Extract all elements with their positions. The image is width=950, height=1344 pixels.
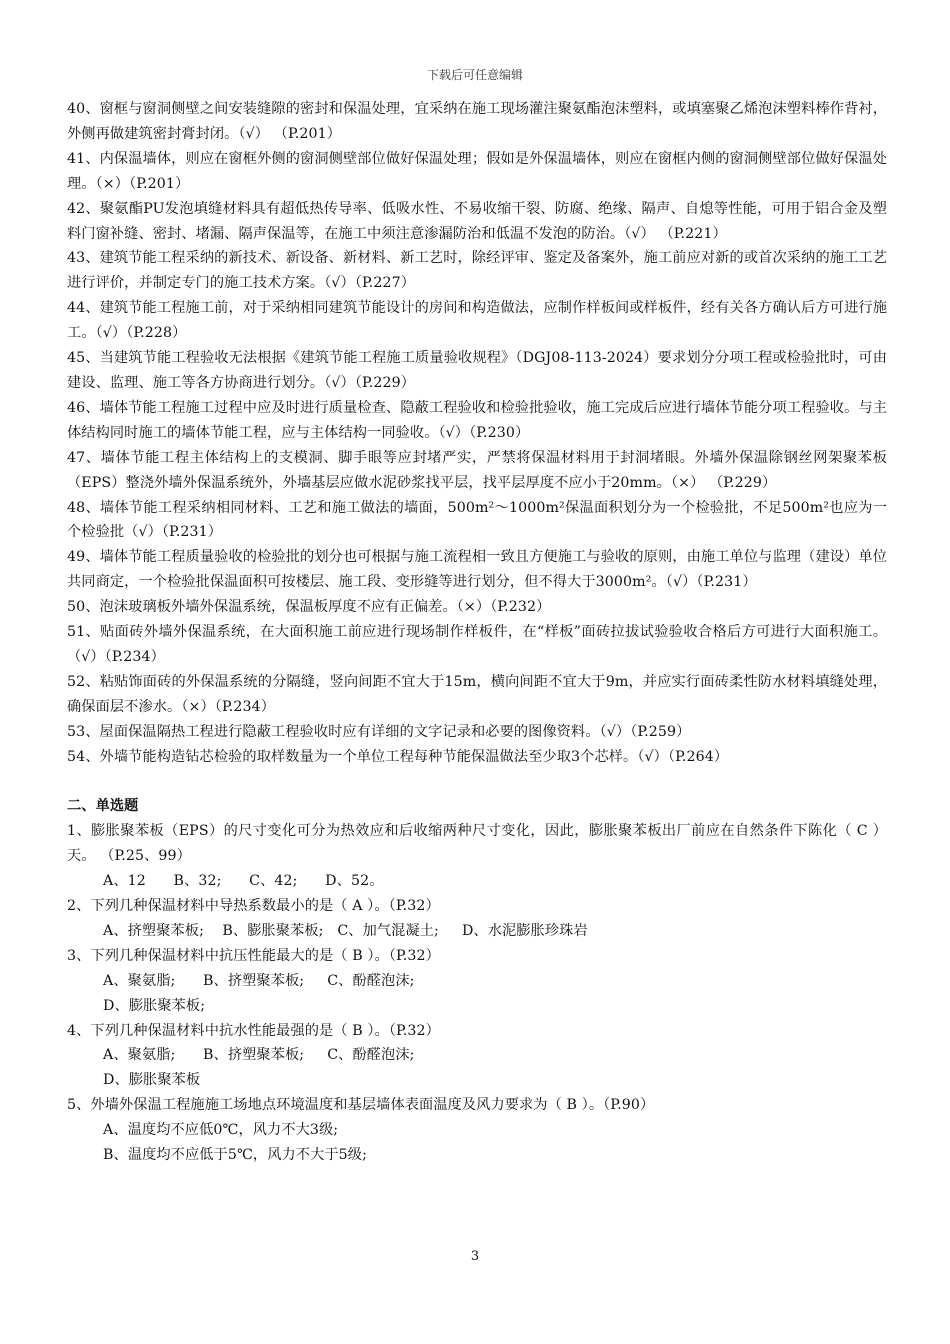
document-body — [67, 97, 887, 1168]
judgment-item: 40、窗框与窗洞侧壁之间安装缝隙的密封和保温处理，宜采纳在施工现场灌注聚氨酯泡沫塑料，或填塞聚乙烯泡沫塑料棒作背衬，外侧再做建筑密封膏封闭。（√） （P.201） — [67, 101, 887, 142]
question-item — [67, 944, 887, 1019]
judgment-item: 46、墙体节能工程施工过程中应及时进行质量检查、隐蔽工程验收和检验批验收，施工完成后应进行墙体节能分项工程验收。与主体结构同时施工的墙体节能工程，应与主体结构一同验收。（√）（P.230） — [67, 399, 887, 441]
question-item — [67, 894, 887, 944]
judgment-item: 45、当建筑节能工程验收无法根据《建筑节能工程施工质量验收规程》（DGJ08-113-2024）要求划分分项工程或检验批时，可由建设、监理、施工等各方协商进行划分。（√）（P.229） — [67, 350, 887, 391]
question-item — [67, 1019, 887, 1094]
judgment-item: 42、聚氨酯PU发泡填缝材料具有超低热传导率、低吸水性、不易收缩干裂、防腐、绝缘、隔声、自熄等性能，可用于铝合金及塑料门窗补缝、密封、堵漏、隔声保温等，在施工中须注意渗漏防治和低温不发泡的防治。（√） （P.221） — [67, 200, 887, 242]
page-number: 3 — [470, 1249, 480, 1264]
question-options: A、聚氨脂; B、挤塑聚苯板; C、酚醛泡沫; — [103, 1047, 415, 1064]
question-stem: 2、下列几种保温材料中导热系数最小的是（ A ）。（P.32） — [67, 897, 440, 914]
section-title: 二、单选题 — [67, 798, 139, 815]
judgment-item: 44、建筑节能工程施工前，对于采纳相同建筑节能设计的房间和构造做法，应制作样板间或样板件，经有关各方确认后方可进行施工。（√）（P.228） — [67, 300, 887, 342]
question-options: D、膨胀聚苯板 — [103, 1072, 201, 1089]
judgment-item: 49、墙体节能工程质量验收的检验批的划分也可根据与施工流程相一致且方便施工与验收的原则，由施工单位与监理（建设）单位共同商定，一个检验批保温面积可按楼层、施工段、变形缝等进行划分，但不得大于3000m²。（√）（P.231） — [67, 549, 887, 591]
question-options: A、12 B、32; C、42; D、52。 — [103, 873, 384, 890]
question-stem: 5、外墙外保温工程施施工场地点环境温度和基层墙体表面温度及风力要求为（ B ）。（P.90） — [67, 1097, 655, 1114]
judgment-item: 50、泡沫玻璃板外墙外保温系统，保温板厚度不应有正偏差。（×）（P.232） — [67, 599, 551, 616]
question-options: D、膨胀聚苯板; — [103, 997, 206, 1014]
question-stem: 3、下列几种保温材料中抗压性能最大的是（ B ）。（P.32） — [67, 947, 440, 964]
judgment-item: 53、屋面保温隔热工程进行隐蔽工程验收时应有详细的文字记录和必要的图像资料。（√）（P.259） — [67, 723, 691, 740]
judgment-item: 43、建筑节能工程采纳的新技术、新设备、新材料、新工艺时，除经评审、鉴定及备案外，施工前应对新的或首次采纳的施工工艺进行评价，并制定专门的施工技术方案。（√）（P.227） — [67, 250, 887, 292]
judgment-item: 52、粘贴饰面砖的外保温系统的分隔缝，竖向间距不宜大于15m，横向间距不宜大于9m，并应实行面砖柔性防水材料填缝处理，确保面层不渗水。（×）（P.234） — [67, 673, 887, 715]
question-options: A、温度均不应低0℃，风力不大3级; — [103, 1122, 339, 1139]
question-stem: 4、下列几种保温材料中抗水性能最强的是（ B ）。（P.32） — [67, 1022, 440, 1039]
judgment-item: 51、贴面砖外墙外保温系统，在大面积施工前应进行现场制作样板件，在“样板”面砖拉拔试验验收合格后方可进行大面积施工。（√）（P.234） — [67, 624, 887, 665]
judgment-list — [67, 97, 887, 769]
judgment-item: 41、内保温墙体，则应在窗框外侧的窗洞侧壁部位做好保温处理；假如是外保温墙体，则应在窗框内侧的窗洞侧壁部位做好保温处理。（×）（P.201） — [67, 150, 887, 192]
judgment-item: 47、墙体节能工程主体结构上的支模洞、脚手眼等应封堵严实，严禁将保温材料用于封洞堵眼。外墙外保温除钢丝网架聚苯板（EPS）整浇外墙外保温系统外，外墙基层应做水泥砂浆找平层，找平层厚度不应小于20mm。（×） （P.229） — [67, 449, 887, 491]
question-list — [67, 819, 887, 1168]
judgment-item: 48、墙体节能工程采纳相同材料、工艺和施工做法的墙面，500m²～1000m²保温面积划分为一个检验批，不足500m²也应为一个检验批（√）（P.231） — [67, 499, 887, 541]
question-item — [67, 1093, 887, 1168]
judgment-item: 54、外墙节能构造钻芯检验的取样数量为一个单位工程每种节能保温做法至少取3个芯样。（√）（P.264） — [67, 748, 729, 765]
question-options: A、挤塑聚苯板; B、膨胀聚苯板; C、加气混凝土; D、水泥膨胀珍珠岩 — [103, 922, 588, 939]
page-header: 下载后可任意编辑 — [426, 68, 523, 82]
question-options: B、温度均不应低于5℃，风力不大于5级; — [103, 1147, 367, 1164]
question-options: A、聚氨脂; B、挤塑聚苯板; C、酚醛泡沫; — [103, 972, 415, 989]
question-item — [67, 819, 887, 894]
question-stem: 1、膨胀聚苯板（EPS）的尺寸变化可分为热效应和后收缩两种尺寸变化，因此，膨胀聚苯板出厂前应在自然条件下陈化（ C ）天。 （P.25、99） — [67, 823, 887, 865]
